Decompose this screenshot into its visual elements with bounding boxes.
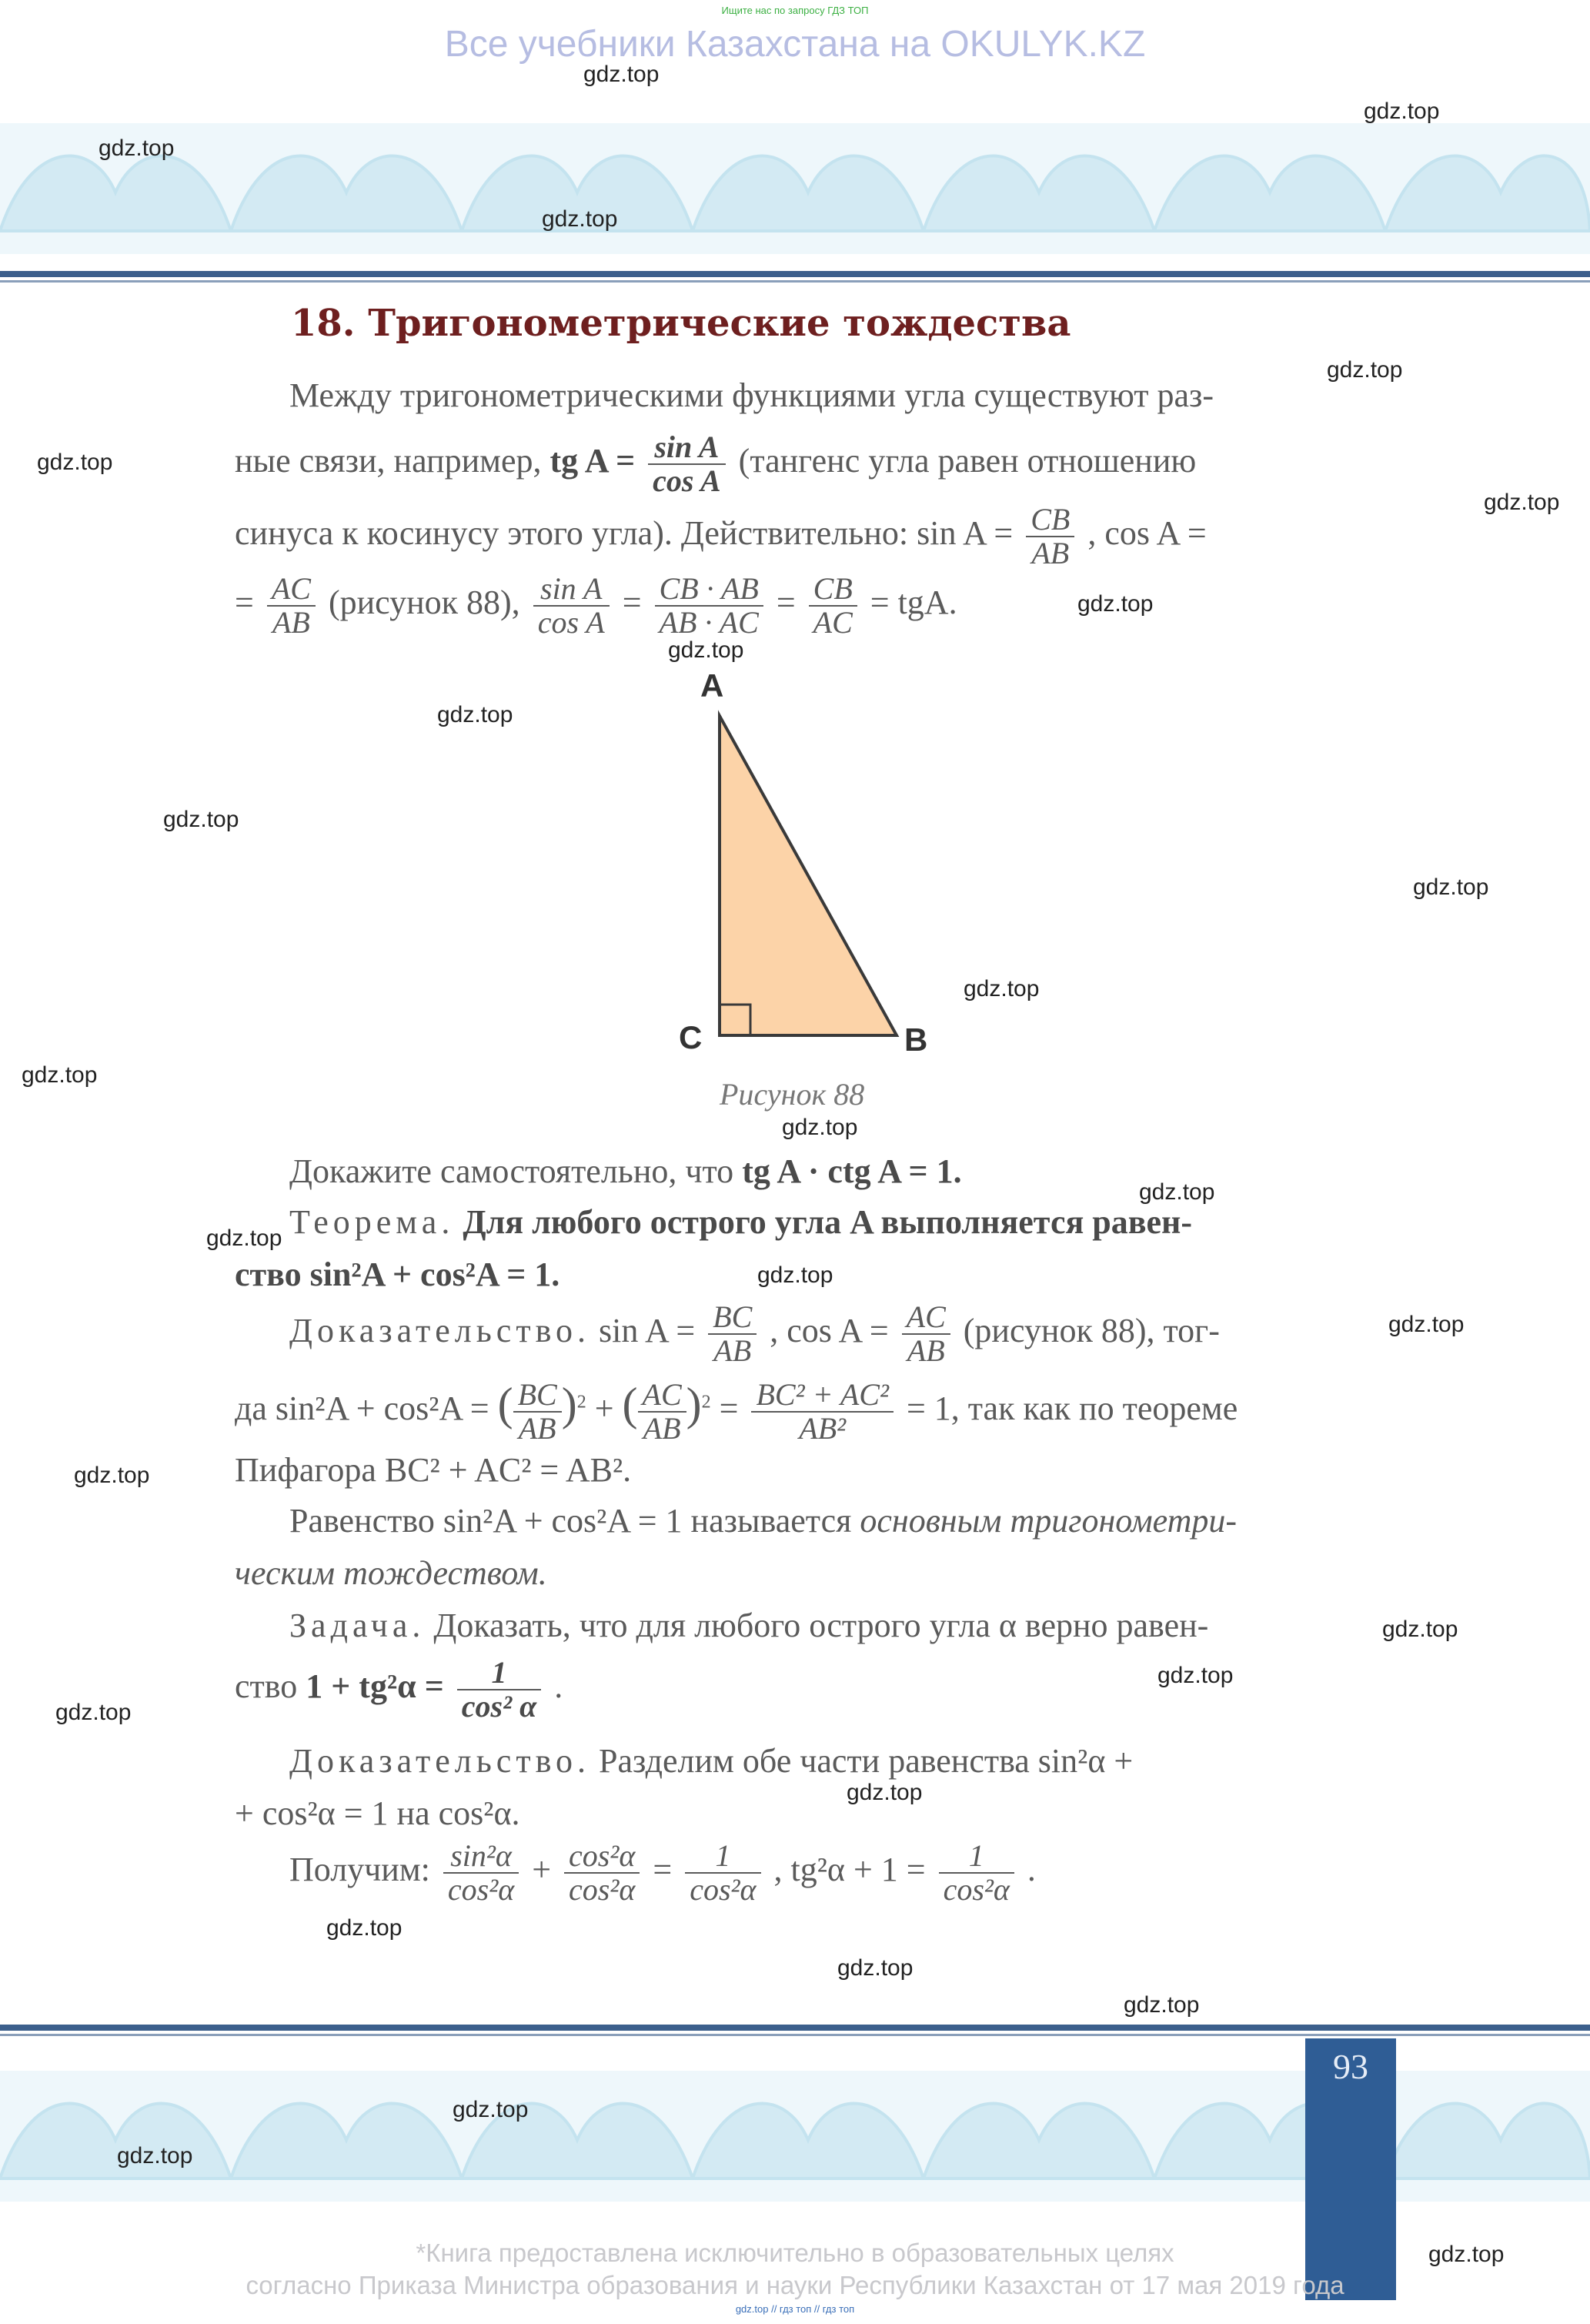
task-text-2: ство	[235, 1667, 298, 1706]
page-number: 93	[1333, 2047, 1368, 2086]
watermark: gdz.top	[55, 1700, 132, 1725]
site-banner: Все учебники Казахстана на OKULYK.KZ	[444, 24, 1146, 65]
triangle-figure	[670, 662, 947, 1062]
p1-line2-text: ные связи, например,	[235, 442, 542, 480]
proof2-frac2-num: cos²α	[564, 1840, 640, 1874]
proof2-line3	[289, 1840, 1036, 1906]
watermark: gdz.top	[1364, 99, 1440, 124]
p1-line4-eq3: =	[776, 584, 796, 622]
top-rule	[0, 271, 1590, 277]
task-word: Задача.	[289, 1607, 426, 1644]
tg-frac-den: cos A	[653, 463, 721, 498]
proof1-line3: Пифагора BC² + AC² = AB².	[235, 1451, 632, 1489]
identity-text: Равенство sin²A + cos²A = 1 называется	[289, 1502, 852, 1540]
top-ornament-band	[0, 123, 1590, 254]
proof2-line1	[289, 1741, 1133, 1781]
figure-caption: Рисунок 88	[720, 1077, 865, 1112]
watermark: gdz.top	[1077, 591, 1154, 617]
proof1-sum: да sin²A + cos²A =	[235, 1389, 489, 1427]
vertex-label-b: B	[904, 1022, 928, 1058]
identity-line1	[289, 1501, 1237, 1540]
proof1-line2-tail: = 1, так как по теореме	[906, 1389, 1238, 1427]
identity-term: основным тригонометри-	[860, 1502, 1238, 1540]
p1-line4	[235, 573, 957, 639]
tg-frac-num: sin A	[648, 431, 726, 465]
watermark: gdz.top	[1327, 357, 1403, 383]
proof2-frac2	[564, 1840, 640, 1906]
watermark: gdz.top	[782, 1115, 858, 1140]
theorem-line1	[289, 1202, 1192, 1242]
paren-open-1: (	[497, 1379, 513, 1430]
proof2-frac3-den: cos²α	[690, 1872, 757, 1907]
watermark: gdz.top	[837, 1955, 914, 1981]
cos-frac-num: AC	[267, 573, 316, 607]
watermark: gdz.top	[583, 62, 660, 87]
footer-line2: согласно Приказа Министра образования и науки Республики Казахстан от 17 мая 2019 года	[246, 2271, 1344, 2299]
watermark: gdz.top	[117, 2143, 193, 2169]
proof1-word: Доказательство.	[289, 1312, 591, 1350]
proof2-frac4	[939, 1840, 1014, 1906]
p1-line3-text: синуса к косинусу этого угла). Действительно: sin A =	[235, 514, 1014, 553]
proof1-line2	[235, 1378, 1238, 1445]
prove-self-formula: tg A · ctg A = 1.	[742, 1152, 962, 1190]
top-rule-thin	[0, 280, 1590, 283]
sin-fraction	[1026, 503, 1074, 570]
tg-fraction	[648, 431, 726, 497]
bottom-rule-thin	[0, 2034, 1590, 2036]
proof2-plus: +	[532, 1851, 552, 1889]
p1-line4-end: = tgA.	[870, 584, 957, 622]
proof2-frac3	[685, 1840, 760, 1906]
ratio-frac-den: cos A	[537, 605, 605, 640]
proof2-frac3-num: 1	[685, 1840, 760, 1874]
task-frac-num: 1	[457, 1657, 541, 1690]
ratio-frac-num: sin A	[533, 573, 610, 607]
proof2-line2: + cos²α = 1 на cos²α.	[235, 1794, 520, 1832]
theorem-line2	[235, 1255, 560, 1294]
proof1-line1	[289, 1301, 1220, 1367]
proof1-frac1	[708, 1301, 757, 1367]
square-2: 2	[701, 1392, 711, 1413]
watermark: gdz.top	[1428, 2242, 1505, 2267]
cos-frac-den: AB	[272, 605, 310, 640]
watermark: gdz.top	[22, 1062, 98, 1088]
proof1-frac2-num: AC	[902, 1301, 950, 1335]
proof1-paren-frac1	[513, 1376, 562, 1446]
watermark: gdz.top	[437, 702, 513, 727]
watermark: gdz.top	[453, 2097, 529, 2122]
triangle-shape	[720, 716, 897, 1035]
proof1-frac1-num: BC	[708, 1301, 757, 1335]
task-fraction	[457, 1657, 541, 1723]
proof2-frac4-den: cos²α	[943, 1872, 1010, 1907]
paren-close-2: )	[686, 1379, 702, 1430]
watermark: gdz.top	[99, 135, 175, 161]
vertex-label-a: A	[700, 667, 724, 704]
theorem-statement-2: ство sin²A + cos²A = 1.	[235, 1256, 560, 1293]
watermark: gdz.top	[1124, 1992, 1200, 2018]
theorem-word: Теорема.	[289, 1203, 455, 1241]
proof2-word: Доказательство.	[289, 1742, 591, 1780]
proof1-paren-frac2-num: AC	[638, 1379, 686, 1413]
p1-line4-eq2: =	[622, 584, 642, 622]
search-note: Ищите нас по запросу ГДЗ ТОП	[721, 5, 869, 16]
p1-line2	[235, 431, 1196, 497]
proof2-end: .	[1027, 1851, 1036, 1889]
watermark: gdz.top	[1388, 1312, 1465, 1337]
watermark: gdz.top	[847, 1780, 923, 1805]
product-frac-num: CB · AB	[655, 573, 763, 607]
p1-line3	[235, 503, 1207, 570]
identity-term-2: ческим тождеством.	[235, 1554, 547, 1592]
p1-line1: Между тригонометрическими функциями угла существуют раз-	[289, 376, 1214, 414]
product-frac-den: AB · AC	[659, 605, 759, 640]
proof2-frac1-den: cos²α	[447, 1872, 515, 1907]
paren-open-2: (	[622, 1379, 638, 1430]
product-fraction	[655, 573, 763, 639]
ratio-fraction	[533, 573, 610, 639]
watermark: gdz.top	[542, 206, 618, 232]
watermark: gdz.top	[1139, 1179, 1215, 1205]
watermark: gdz.top	[964, 976, 1040, 1001]
vertex-label-c: C	[679, 1019, 703, 1055]
theorem-statement-1: Для любого острого угла A выполняется равен-	[463, 1203, 1193, 1241]
proof2-frac4-num: 1	[939, 1840, 1014, 1874]
identity-line2	[235, 1553, 547, 1593]
bottom-rule	[0, 2025, 1590, 2031]
proof1-frac2	[902, 1301, 950, 1367]
p1-line2-tail: (тангенс угла равен отношению	[738, 442, 1197, 480]
footer-line1: *Книга предоставлена исключительно в образовательных целях	[416, 2239, 1174, 2267]
task-line2	[235, 1657, 563, 1723]
section-title: 18. Тригонометрические тождества	[291, 302, 1071, 345]
proof2-frac1	[443, 1840, 519, 1906]
result-frac-den: AC	[813, 605, 853, 640]
task-line1	[289, 1606, 1208, 1645]
p1-line4-mid: (рисунок 88),	[328, 584, 520, 622]
proof1-frac2-den: AB	[907, 1333, 945, 1368]
watermark: gdz.top	[757, 1262, 833, 1288]
watermark: gdz.top	[206, 1226, 282, 1251]
p1-line3-tail: , cos A =	[1087, 514, 1207, 553]
proof1-tail: (рисунок 88), тог-	[963, 1312, 1220, 1350]
watermark: gdz.top	[37, 450, 113, 475]
square-1: 2	[576, 1392, 586, 1413]
watermark: gdz.top	[163, 807, 239, 832]
task-frac-den: cos² α	[461, 1689, 537, 1724]
watermark: gdz.top	[668, 637, 744, 663]
prove-self-text: Докажите самостоятельно, что	[289, 1152, 734, 1190]
proof1-paren-frac1-den: AB	[518, 1410, 556, 1446]
sin-frac-num: CB	[1026, 503, 1074, 537]
proof1-sum-frac	[751, 1376, 893, 1446]
cos-fraction	[267, 573, 316, 639]
task-formula: 1 + tg²α =	[306, 1667, 444, 1706]
footer-tiny: gdz.top // гдз топ // гдз топ	[735, 2303, 855, 2315]
watermark: gdz.top	[1157, 1663, 1234, 1688]
proof2-frac2-den: cos²α	[569, 1872, 636, 1907]
task-text: Доказать, что для любого острого угла α верно равен-	[433, 1607, 1209, 1644]
proof2-get: Получим:	[289, 1851, 430, 1889]
watermark: gdz.top	[1382, 1617, 1458, 1642]
proof1-sum-frac-num: BC² + AC²	[751, 1379, 893, 1413]
proof1-eq: =	[719, 1389, 739, 1427]
result-fraction	[809, 573, 857, 639]
proof2-eq: =	[653, 1851, 673, 1889]
task-end: .	[554, 1667, 563, 1706]
p1-tg-def: tg A =	[549, 442, 636, 480]
prove-self-line	[289, 1152, 962, 1191]
watermark: gdz.top	[1413, 874, 1489, 900]
watermark: gdz.top	[74, 1463, 150, 1488]
proof1-paren-frac2	[638, 1376, 686, 1446]
proof2-text: Разделим обе части равенства sin²α +	[599, 1742, 1134, 1780]
p1-line4-eq: =	[235, 584, 254, 622]
paren-close-1: )	[561, 1379, 577, 1430]
sin-frac-den: AB	[1031, 536, 1070, 570]
proof1-sin: sin A =	[599, 1312, 696, 1350]
proof1-plus: +	[594, 1389, 614, 1427]
watermark: gdz.top	[326, 1915, 403, 1941]
proof1-paren-frac1-num: BC	[513, 1379, 562, 1413]
proof2-frac1-num: sin²α	[443, 1840, 519, 1874]
proof1-cos: , cos A =	[770, 1312, 889, 1350]
proof2-mid: , tg²α + 1 =	[773, 1851, 926, 1889]
proof1-paren-frac2-den: AB	[643, 1410, 681, 1446]
proof1-frac1-den: AB	[713, 1333, 752, 1368]
proof1-sum-frac-den: AB²	[799, 1410, 847, 1446]
watermark: gdz.top	[1484, 490, 1560, 515]
result-frac-num: CB	[809, 573, 857, 607]
